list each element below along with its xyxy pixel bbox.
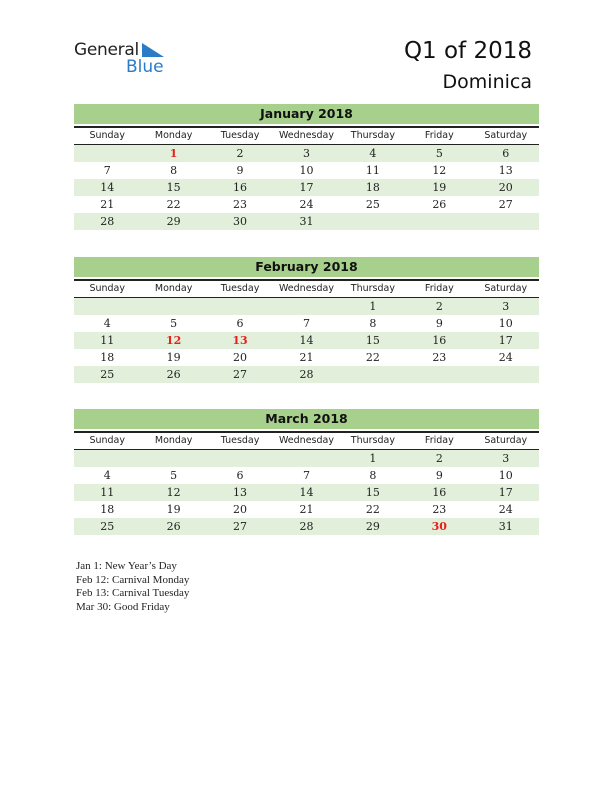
day-cell: 4 [103,317,111,330]
day-cell: 18 [100,503,115,516]
weekday-label: Thursday [350,283,395,294]
logo-text-general: General [74,40,139,60]
week-row [74,366,539,383]
day-cell: 27 [498,198,513,211]
day-cell: 7 [103,164,111,177]
day-cell: 2 [236,147,244,160]
day-cell: 11 [365,164,380,177]
week-row [74,298,539,315]
day-cell: 19 [166,351,181,364]
day-cell: 19 [166,503,181,516]
week-row [74,213,539,230]
day-cell: 22 [166,198,181,211]
day-cell: 21 [299,351,314,364]
day-cell: 28 [299,520,314,533]
weekday-label: Saturday [484,130,528,141]
day-cell: 8 [369,469,377,482]
day-cell: 26 [166,368,181,381]
day-cell: 8 [170,164,178,177]
day-cell: 2 [435,452,443,465]
day-cell: 16 [432,334,447,347]
weekday-label: Wednesday [278,283,334,294]
day-cell [74,450,140,467]
day-cell: 11 [100,486,115,499]
day-cell: 18 [365,181,380,194]
day-cell: 20 [233,503,248,516]
day-cell: 13 [498,164,513,177]
day-cell: 1 [369,452,377,465]
week-row [74,501,539,518]
holiday-day-cell: 13 [232,334,248,347]
month-calendar [74,104,539,230]
day-cell: 4 [103,469,111,482]
weekday-label: Tuesday [220,283,260,294]
day-cell: 23 [233,198,248,211]
month-header: January 2018 [74,104,539,124]
day-cell [207,298,273,315]
day-cell: 14 [299,334,314,347]
day-cell: 17 [498,486,513,499]
day-cell: 25 [100,368,115,381]
day-cell: 16 [233,181,248,194]
day-cell: 2 [435,300,443,313]
day-cell: 30 [233,215,248,228]
day-cell: 5 [435,147,443,160]
day-cell [273,450,339,467]
week-row [74,349,539,366]
weekday-header-row [74,431,539,450]
holiday-note: Mar 30: Good Friday [76,600,170,613]
day-cell: 3 [302,147,310,160]
day-cell: 20 [233,351,248,364]
holiday-day-cell: 12 [165,334,182,347]
weekday-label: Saturday [484,283,528,294]
day-cell: 24 [498,503,513,516]
day-cell: 14 [299,486,314,499]
weekday-label: Tuesday [220,435,260,446]
day-cell: 31 [498,520,513,533]
day-cell [273,298,339,315]
day-cell [140,450,206,467]
weekday-label: Monday [154,435,193,446]
logo-text-blue: Blue [126,57,164,77]
day-cell: 3 [502,452,510,465]
day-cell [340,213,406,230]
day-cell: 6 [236,317,244,330]
week-row [74,484,539,501]
day-cell: 6 [502,147,510,160]
weekday-label: Friday [424,435,454,446]
day-cell: 11 [100,334,115,347]
day-cell: 28 [299,368,314,381]
day-cell [74,145,140,162]
weekday-label: Wednesday [278,435,334,446]
day-cell [207,450,273,467]
day-cell: 23 [432,503,447,516]
day-cell: 28 [100,215,115,228]
day-cell: 15 [166,181,181,194]
day-cell: 23 [432,351,447,364]
month-header: March 2018 [74,409,539,429]
day-cell: 10 [299,164,314,177]
day-cell: 9 [435,469,443,482]
day-cell: 22 [365,351,380,364]
day-cell: 7 [302,317,310,330]
week-row [74,145,539,162]
day-cell [473,213,539,230]
day-cell: 15 [365,334,380,347]
day-cell: 12 [432,164,447,177]
weekday-label: Thursday [350,130,395,141]
day-cell: 16 [432,486,447,499]
day-cell [340,366,406,383]
week-row [74,162,539,179]
day-cell: 8 [369,317,377,330]
day-cell: 19 [432,181,447,194]
week-row [74,467,539,484]
logo [74,40,164,77]
holiday-day-cell: 30 [431,520,447,533]
weekday-label: Monday [154,283,193,294]
weekday-label: Sunday [89,435,125,446]
day-cell: 25 [365,198,380,211]
week-row [74,315,539,332]
weekday-label: Saturday [484,435,528,446]
weekday-header-row [74,126,539,145]
weekday-label: Monday [154,130,193,141]
day-cell: 17 [299,181,314,194]
day-cell: 7 [302,469,310,482]
weekday-label: Wednesday [278,130,334,141]
month-header: February 2018 [74,257,539,277]
week-row [74,518,539,535]
day-cell: 18 [100,351,115,364]
day-cell: 20 [498,181,513,194]
weekday-label: Friday [424,130,454,141]
week-row [74,196,539,213]
day-cell: 12 [166,486,181,499]
day-cell: 24 [299,198,314,211]
day-cell: 10 [498,469,513,482]
day-cell: 5 [170,317,178,330]
logo-triangle-icon [142,43,164,57]
day-cell: 25 [100,520,115,533]
day-cell [140,298,206,315]
page-title: Q1 of 2018 [403,38,532,64]
day-cell: 15 [365,486,380,499]
day-cell: 27 [233,368,248,381]
day-cell: 21 [299,503,314,516]
holiday-day-cell: 1 [169,147,178,160]
holiday-note: Jan 1: New Year’s Day [76,560,177,572]
day-cell: 4 [369,147,377,160]
day-cell: 17 [498,334,513,347]
day-cell: 3 [502,300,510,313]
day-cell: 14 [100,181,115,194]
week-row [74,450,539,467]
day-cell [473,366,539,383]
holiday-notes [76,560,189,614]
week-row [74,179,539,196]
day-cell: 1 [369,300,377,313]
day-cell [74,298,140,315]
holiday-note: Feb 12: Carnival Monday [76,573,190,586]
day-cell: 22 [365,503,380,516]
day-cell: 26 [432,198,447,211]
day-cell [406,213,472,230]
weekday-header-row [74,279,539,298]
day-cell: 5 [170,469,178,482]
day-cell: 26 [166,520,181,533]
day-cell: 9 [435,317,443,330]
day-cell: 31 [299,215,314,228]
day-cell: 27 [233,520,248,533]
weekday-label: Tuesday [220,130,260,141]
month-calendar [74,409,539,535]
weekday-label: Sunday [89,283,125,294]
day-cell: 6 [236,469,244,482]
weekday-label: Thursday [350,435,395,446]
day-cell: 29 [166,215,181,228]
weekday-label: Friday [424,283,454,294]
weekday-label: Sunday [89,130,125,141]
day-cell: 9 [236,164,244,177]
day-cell: 29 [365,520,380,533]
month-calendar [74,257,539,383]
week-row [74,332,539,349]
holiday-note: Feb 13: Carnival Tuesday [76,587,190,599]
day-cell: 24 [498,351,513,364]
day-cell: 13 [233,486,248,499]
country-name: Dominica [442,71,532,93]
day-cell [406,366,472,383]
day-cell: 21 [100,198,115,211]
day-cell: 10 [498,317,513,330]
